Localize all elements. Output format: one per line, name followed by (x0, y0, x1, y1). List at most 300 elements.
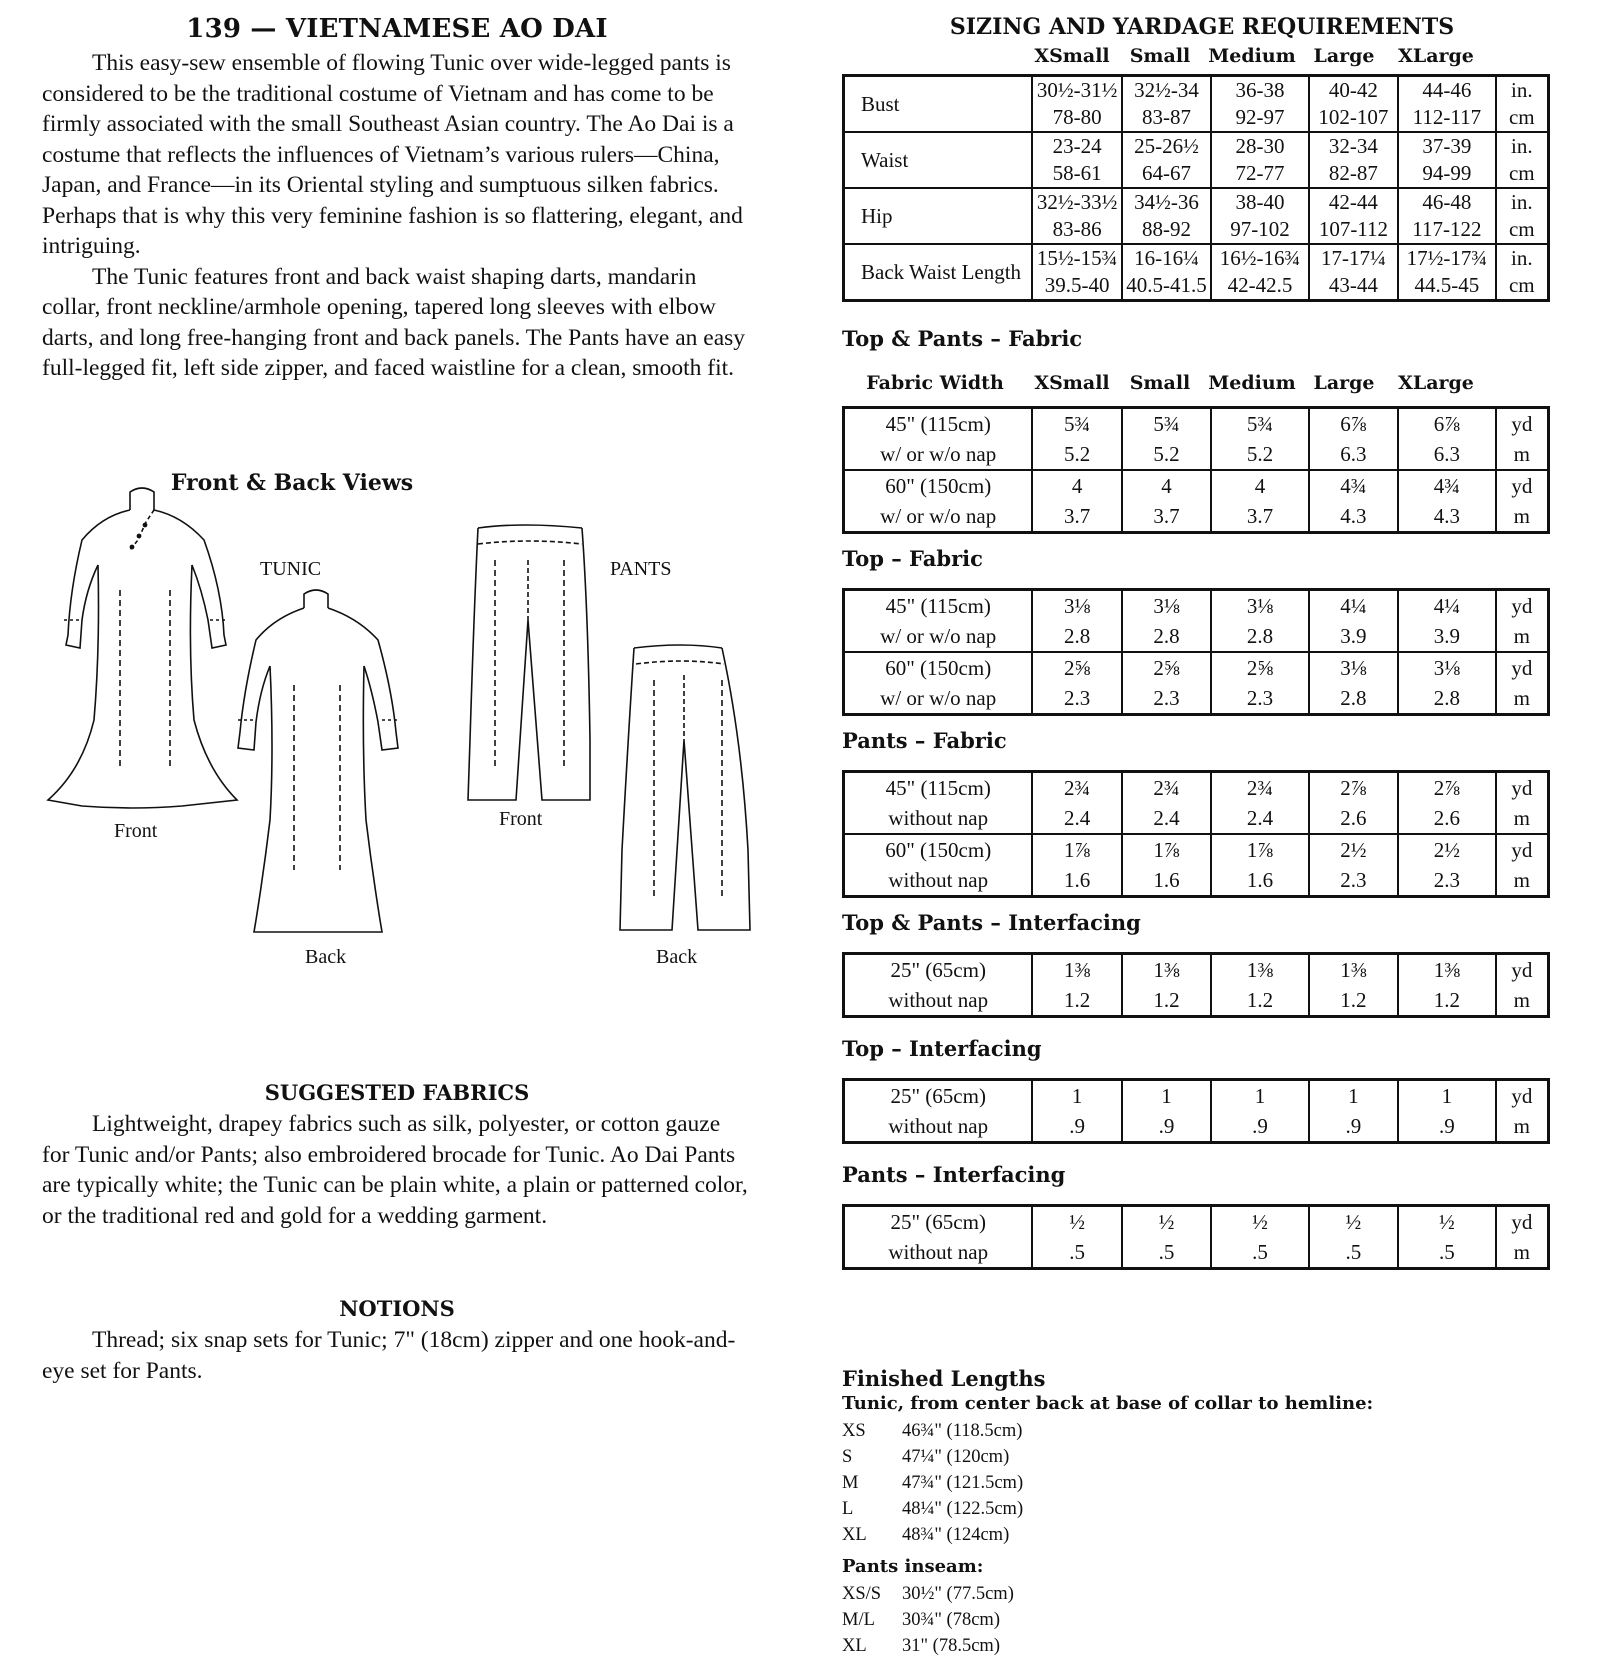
yardage-yd: 1⅜ (1153, 958, 1180, 982)
sizing-row (844, 76, 1549, 133)
measurement-cm: 92-97 (1235, 105, 1285, 129)
measurement-cell (1032, 132, 1121, 188)
front-back-views (42, 470, 752, 1030)
yardage-cell (1122, 772, 1211, 835)
yardage-yd: 1 (1071, 1084, 1083, 1108)
yardage-m: 3.7 (1153, 504, 1180, 528)
measurement-cm: 83-87 (1142, 105, 1192, 129)
yardage-cell (1309, 772, 1398, 835)
yardage-cell (1122, 408, 1211, 471)
unit-cm: cm (1508, 105, 1535, 129)
page-title: 139 — VIETNAMESE AO DAI (186, 14, 608, 44)
yardage-cell (1211, 408, 1309, 471)
unit-yd: yd (1511, 776, 1533, 800)
pants-inseam-subheading: Pants inseam: (842, 1556, 984, 1577)
length-value: 31" (78.5cm) (902, 1636, 1000, 1656)
fabric-width: 60" (150cm) (885, 838, 992, 862)
size-code: M/L (842, 1610, 875, 1630)
fabric-width-cell (844, 834, 1033, 897)
yardage-yd: 1⅞ (1246, 838, 1274, 862)
unit-yd: yd (1511, 412, 1533, 436)
yardage-yd: 2½ (1340, 838, 1367, 862)
yardage-yd: 1⅜ (1433, 958, 1460, 982)
nap-note: without nap (888, 1240, 989, 1264)
measurement-in: 30½-31½ (1036, 78, 1118, 102)
size-header: Medium (1208, 372, 1296, 394)
yardage-row (844, 1206, 1549, 1269)
yardage-cell (1309, 470, 1398, 533)
fabric-width-cell (844, 408, 1033, 471)
yardage-yd: 6⅞ (1433, 412, 1460, 436)
unit-m: m (1513, 1240, 1530, 1264)
measurement-label: Bust (844, 76, 1033, 133)
yardage-cell (1211, 834, 1309, 897)
measurement-cm: 102-107 (1318, 105, 1389, 129)
measurement-cell (1309, 188, 1398, 244)
yardage-yd: 4 (1071, 474, 1083, 498)
yardage-yd: 1⅜ (1340, 958, 1367, 982)
yardage-m: 2.4 (1153, 806, 1180, 830)
measurement-cm: 43-44 (1328, 273, 1378, 297)
size-code: S (842, 1447, 853, 1467)
measurement-cm: 39.5-40 (1044, 273, 1110, 297)
measurement-in: 38-40 (1235, 190, 1285, 214)
sizing-row (844, 188, 1549, 244)
yardage-m: 2.6 (1340, 806, 1367, 830)
yardage-yd: 1⅞ (1064, 838, 1091, 862)
measurement-cm: 42-42.5 (1227, 273, 1293, 297)
finished-heading: Finished Lengths (842, 1366, 1046, 1391)
yardage-yd: 1⅞ (1153, 838, 1180, 862)
measurement-cm: 44.5-45 (1414, 273, 1480, 297)
yardage-cell (1032, 470, 1121, 533)
size-header: Large (1313, 372, 1375, 394)
length-row (842, 1607, 1562, 1633)
yardage-table (842, 1078, 1550, 1144)
unit-cell (1496, 76, 1549, 133)
yardage-yd: 2⅝ (1246, 656, 1274, 680)
yardage-cell (1211, 954, 1309, 1017)
fabric-width: 45" (115cm) (885, 412, 991, 436)
pants-back-label: Back (656, 946, 698, 968)
yardage-yd: 2¾ (1153, 776, 1180, 800)
nap-note: w/ or w/o nap (880, 686, 997, 710)
size-header: Medium (1208, 45, 1296, 67)
yardage-cell (1211, 652, 1309, 715)
measurement-in: 32½-33½ (1036, 190, 1118, 214)
yardage-m: 2.4 (1246, 806, 1274, 830)
yardage-row (844, 1080, 1549, 1143)
yardage-row (844, 470, 1549, 533)
yardage-cell (1309, 1080, 1398, 1143)
yardage-m: 5.2 (1064, 442, 1091, 466)
nap-note: without nap (888, 988, 989, 1012)
yardage-m: .9 (1439, 1114, 1455, 1138)
unit-yd: yd (1511, 594, 1533, 618)
yardage-m: 5.2 (1246, 442, 1274, 466)
unit-in: in. (1511, 134, 1533, 158)
unit-cell (1496, 132, 1549, 188)
size-code: XS (842, 1421, 866, 1441)
fabric-width-cell (844, 1080, 1033, 1143)
length-value: 48¾" (124cm) (902, 1525, 1010, 1545)
yardage-cell (1398, 408, 1496, 471)
measurement-cell (1398, 244, 1496, 301)
size-code: XL (842, 1525, 867, 1545)
fabric-width-cell (844, 954, 1033, 1017)
yardage-m: .5 (1439, 1240, 1455, 1264)
measurement-in: 32½-34 (1134, 78, 1199, 102)
measurement-cell (1398, 188, 1496, 244)
measurement-cell (1122, 132, 1211, 188)
fabric-width: 60" (150cm) (885, 656, 992, 680)
yardage-cell (1122, 954, 1211, 1017)
length-value: 47¼" (120cm) (902, 1447, 1010, 1467)
unit-m: m (1513, 504, 1530, 528)
unit-cm: cm (1508, 217, 1535, 241)
yardage-heading: Top & Pants – Interfacing (842, 910, 1141, 935)
yardage-cell (1032, 1206, 1121, 1269)
yardage-m: 2.3 (1153, 686, 1180, 710)
yardage-yd: 3⅛ (1064, 594, 1091, 618)
yardage-m: 2.8 (1153, 624, 1180, 648)
yardage-table (842, 952, 1550, 1018)
yardage-yd: 2⅞ (1340, 776, 1367, 800)
yardage-heading: Top – Interfacing (842, 1036, 1042, 1061)
unit-cm: cm (1508, 161, 1535, 185)
pants-inseam-list (842, 1581, 1562, 1659)
unit-m: m (1513, 442, 1530, 466)
fabric-width-header: Fabric Width (866, 372, 1004, 394)
size-header: Large (1313, 45, 1375, 67)
yardage-yd: 6⅞ (1340, 412, 1367, 436)
unit-yd: yd (1511, 838, 1533, 862)
measurement-cell (1211, 244, 1309, 301)
intro-paragraph: This easy-sew ensemble of flowing Tunic over wide-legged pants is considered to be the traditional costume of Vietnam and has come to be firmly associated with the small Southeast Asian country. The Ao Dai is a costume that reflects the influences of Vietnam’s various rulers—China, Japan, and France—in its Oriental styling and sumptuous silken fabrics. Perhaps that is why this very feminine fashion is so flattering, elegant, and intriguing. (42, 50, 743, 259)
length-row (842, 1581, 1562, 1607)
pants-label: PANTS (610, 558, 672, 580)
tunic-length-subheading: Tunic, from center back at base of collar to hemline: (842, 1393, 1374, 1414)
yardage-m: 1.2 (1246, 988, 1274, 1012)
yardage-m: 3.9 (1433, 624, 1460, 648)
views-title: Front & Back Views (170, 470, 414, 496)
length-value: 30½" (77.5cm) (902, 1584, 1014, 1604)
fabric-width: 25" (65cm) (890, 1210, 986, 1234)
yardage-cell (1398, 590, 1496, 653)
yardage-yd: 2¾ (1064, 776, 1091, 800)
measurement-cm: 64-67 (1142, 161, 1192, 185)
yardage-cell (1398, 772, 1496, 835)
yardage-heading: Pants – Fabric (842, 728, 1007, 753)
yardage-yd: ½ (1069, 1210, 1085, 1234)
yardage-row (844, 590, 1549, 653)
yardage-cell (1032, 1080, 1121, 1143)
yardage-heading: Top & Pants – Fabric (842, 326, 1083, 351)
measurement-cm: 107-112 (1318, 217, 1389, 241)
yardage-yd: 4 (1161, 474, 1172, 498)
yardage-m: 2.8 (1064, 624, 1091, 648)
unit-cell (1496, 834, 1549, 897)
length-row (842, 1496, 1562, 1522)
size-header: Small (1129, 372, 1191, 394)
measurement-cm: 82-87 (1328, 161, 1378, 185)
unit-m: m (1513, 806, 1530, 830)
yardage-cell (1309, 408, 1398, 471)
notions-text: Thread; six snap sets for Tunic; 7" (18cm) zipper and one hook-and-eye set for Pants. (42, 1327, 736, 1384)
unit-cell (1496, 1206, 1549, 1269)
yardage-cell (1309, 954, 1398, 1017)
size-header: XSmall (1034, 372, 1110, 394)
fabric-width: 60" (150cm) (885, 474, 992, 498)
fabric-width-cell (844, 1206, 1033, 1269)
yardage-cell (1122, 652, 1211, 715)
yardage-m: 2.3 (1246, 686, 1274, 710)
measurement-cm: 78-80 (1052, 105, 1102, 129)
unit-m: m (1513, 686, 1530, 710)
tunic-back-drawing (238, 590, 398, 932)
yardage-yd: 2⅞ (1433, 776, 1460, 800)
yardage-m: .5 (1345, 1240, 1362, 1264)
tunic-back-label: Back (305, 946, 347, 968)
yardage-m: 2.6 (1433, 806, 1460, 830)
size-code: L (842, 1499, 854, 1519)
pants-back-drawing (620, 645, 750, 930)
size-code: XS/S (842, 1584, 882, 1604)
measurement-label: Waist (844, 132, 1033, 188)
yardage-yd: 4¼ (1433, 594, 1460, 618)
yardage-m: 3.7 (1064, 504, 1091, 528)
length-value: 47¾" (121.5cm) (902, 1473, 1024, 1493)
yardage-yd: 2½ (1433, 838, 1460, 862)
yardage-m: 2.8 (1246, 624, 1274, 648)
measurement-in: 28-30 (1235, 134, 1285, 158)
yardage-yd: 3⅛ (1246, 594, 1274, 618)
length-value: 30¾" (78cm) (902, 1610, 1000, 1630)
sizing-heading: SIZING AND YARDAGE REQUIREMENTS (949, 14, 1455, 40)
yardage-cell (1032, 954, 1121, 1017)
yardage-yd: 2¾ (1246, 776, 1274, 800)
measurement-in: 17-17¼ (1321, 246, 1386, 270)
yardage-row (844, 834, 1549, 897)
length-row (842, 1470, 1562, 1496)
measurement-cell (1398, 132, 1496, 188)
yardage-row (844, 408, 1549, 471)
yardage-yd: 4 (1254, 474, 1266, 498)
yardage-m: 3.9 (1340, 624, 1367, 648)
measurement-cell (1211, 132, 1309, 188)
yardage-m: 2.4 (1064, 806, 1091, 830)
length-row (842, 1522, 1562, 1548)
yardage-m: 2.3 (1433, 868, 1460, 892)
unit-cell (1496, 408, 1549, 471)
nap-note: without nap (888, 806, 989, 830)
unit-cell (1496, 772, 1549, 835)
measurement-cm: 112-117 (1412, 105, 1482, 129)
measurement-cm: 117-122 (1412, 217, 1482, 241)
yardage-yd: 1⅜ (1246, 958, 1274, 982)
size-header: Small (1129, 45, 1191, 67)
sizing-row (844, 244, 1549, 301)
fabrics-text: Lightweight, drapey fabrics such as silk, polyester, or cotton gauze for Tunic and/or Pants; also embroidered brocade for Tunic. Ao Dai Pants are typically white; the Tunic can be plain white, a plain or patterned color, or the traditional red and gold for a wedding garment. (42, 1111, 748, 1229)
yardage-yd: 1 (1348, 1084, 1359, 1108)
yardage-cell (1398, 954, 1496, 1017)
unit-cm: cm (1508, 273, 1535, 297)
yardage-yd: 5¾ (1153, 412, 1180, 436)
measurement-cell (1211, 76, 1309, 133)
features-paragraph: The Tunic features front and back waist shaping darts, mandarin collar, front neckline/armhole opening, tapered long sleeves with elbow darts, and long free-hanging front and back panels. The Pants have an easy full-legged fit, left side zipper, and faced waistline for a clean, smooth fit. (42, 263, 746, 381)
yardage-yd: 3⅛ (1153, 594, 1180, 618)
yardage-yd: 5¾ (1246, 412, 1274, 436)
yardage-table (842, 406, 1550, 534)
unit-yd: yd (1511, 1084, 1533, 1108)
yardage-m: .9 (1069, 1114, 1085, 1138)
size-code: M (842, 1473, 859, 1493)
yardage-m: .9 (1252, 1114, 1268, 1138)
yardage-cell (1122, 470, 1211, 533)
size-header: XLarge (1398, 45, 1474, 67)
nap-note: w/ or w/o nap (880, 504, 997, 528)
measurement-label: Back Waist Length (844, 244, 1033, 301)
measurement-cell (1398, 76, 1496, 133)
yardage-m: 6.3 (1340, 442, 1367, 466)
unit-cell (1496, 954, 1549, 1017)
fabrics-heading: SUGGESTED FABRICS (264, 1080, 530, 1105)
yardage-yd: 2⅝ (1064, 656, 1091, 680)
yardage-m: .5 (1252, 1240, 1268, 1264)
sizing-row (844, 132, 1549, 188)
unit-cell (1496, 1080, 1549, 1143)
length-row (842, 1418, 1562, 1444)
yardage-m: 6.3 (1433, 442, 1460, 466)
yardage-cell (1398, 1080, 1496, 1143)
length-row (842, 1444, 1562, 1470)
yardage-table (842, 1204, 1550, 1270)
yardage-cell (1211, 772, 1309, 835)
yardage-cell (1211, 1080, 1309, 1143)
garment-illustrations (42, 470, 752, 990)
yardage-cell (1398, 1206, 1496, 1269)
measurement-in: 44-46 (1422, 78, 1472, 102)
fabric-width-headers (842, 372, 1562, 402)
yardage-yd: 4¾ (1433, 474, 1460, 498)
yardage-cell (1032, 834, 1121, 897)
measurement-in: 15½-15¾ (1036, 246, 1118, 270)
yardage-m: 2.8 (1340, 686, 1367, 710)
unit-m: m (1513, 1114, 1530, 1138)
yardage-cell (1211, 590, 1309, 653)
suggested-fabrics (42, 1080, 752, 1231)
yardage-cell (1398, 652, 1496, 715)
yardage-yd: 1 (1161, 1084, 1172, 1108)
yardage-row (844, 954, 1549, 1017)
measurement-in: 42-44 (1328, 190, 1378, 214)
measurement-in: 46-48 (1422, 190, 1472, 214)
yardage-m: 1.2 (1433, 988, 1460, 1012)
measurement-in: 17½-17¾ (1406, 246, 1488, 270)
fabric-width: 45" (115cm) (885, 594, 991, 618)
size-header: XSmall (1034, 45, 1110, 67)
yardage-cell (1032, 652, 1121, 715)
pants-front-label: Front (499, 808, 543, 830)
yardage-cell (1122, 590, 1211, 653)
yardage-yd: 5¾ (1064, 412, 1091, 436)
fabric-width-cell (844, 470, 1033, 533)
measurement-cm: 88-92 (1142, 217, 1192, 241)
measurement-cell (1309, 76, 1398, 133)
measurement-cm: 72-77 (1235, 161, 1285, 185)
notions (42, 1296, 752, 1386)
yardage-cell (1211, 470, 1309, 533)
pants-front-drawing (468, 525, 590, 800)
size-column-headers (842, 45, 1562, 75)
measurement-cell (1032, 188, 1121, 244)
fabric-width: 25" (65cm) (890, 958, 986, 982)
yardage-m: 1.2 (1340, 988, 1367, 1012)
yardage-cell (1398, 470, 1496, 533)
unit-cell (1496, 470, 1549, 533)
yardage-cell (1309, 1206, 1398, 1269)
measurement-in: 25-26½ (1134, 134, 1199, 158)
size-header: XLarge (1398, 372, 1474, 394)
tunic-front-label: Front (114, 820, 158, 842)
yardage-cell (1032, 590, 1121, 653)
yardage-m: 5.2 (1153, 442, 1180, 466)
measurement-cell (1032, 244, 1121, 301)
yardage-m: 1.2 (1153, 988, 1180, 1012)
unit-in: in. (1511, 78, 1533, 102)
yardage-yd: 2⅝ (1153, 656, 1180, 680)
measurement-cm: 58-61 (1052, 161, 1102, 185)
yardage-m: 4.3 (1433, 504, 1460, 528)
unit-cell (1496, 590, 1549, 653)
unit-cell (1496, 244, 1549, 301)
measurement-in: 16½-16¾ (1219, 246, 1301, 270)
unit-m: m (1513, 868, 1530, 892)
yardage-m: .9 (1345, 1114, 1362, 1138)
yardage-m: 2.3 (1340, 868, 1367, 892)
measurement-in: 34½-36 (1134, 190, 1199, 214)
measurement-cell (1122, 76, 1211, 133)
length-value: 46¾" (118.5cm) (902, 1421, 1023, 1441)
measurement-cm: 83-86 (1052, 217, 1102, 241)
measurement-cell (1122, 188, 1211, 244)
yardage-heading: Pants – Interfacing (842, 1162, 1066, 1187)
fabric-width: 25" (65cm) (890, 1084, 986, 1108)
yardage-yd: 1⅜ (1064, 958, 1091, 982)
measurement-cm: 97-102 (1230, 217, 1290, 241)
length-row (842, 1633, 1562, 1659)
yardage-yd: ½ (1439, 1210, 1455, 1234)
yardage-m: .9 (1158, 1114, 1175, 1138)
left-column (42, 14, 752, 384)
yardage-m: .5 (1158, 1240, 1175, 1264)
finished-lengths (842, 1366, 1562, 1659)
fabric-width-cell (844, 590, 1033, 653)
yardage-m: 2.3 (1064, 686, 1091, 710)
yardage-cell (1032, 408, 1121, 471)
measurement-cell (1032, 76, 1121, 133)
measurement-cm: 40.5-41.5 (1126, 273, 1207, 297)
yardage-table (842, 588, 1550, 716)
nap-note: w/ or w/o nap (880, 624, 997, 648)
yardage-yd: 1 (1254, 1084, 1266, 1108)
yardage-m: 1.6 (1064, 868, 1091, 892)
measurement-in: 37-39 (1422, 134, 1472, 158)
yardage-row (844, 772, 1549, 835)
measurement-cell (1122, 244, 1211, 301)
measurement-in: 16-16¼ (1134, 246, 1199, 270)
measurement-in: 36-38 (1235, 78, 1285, 102)
